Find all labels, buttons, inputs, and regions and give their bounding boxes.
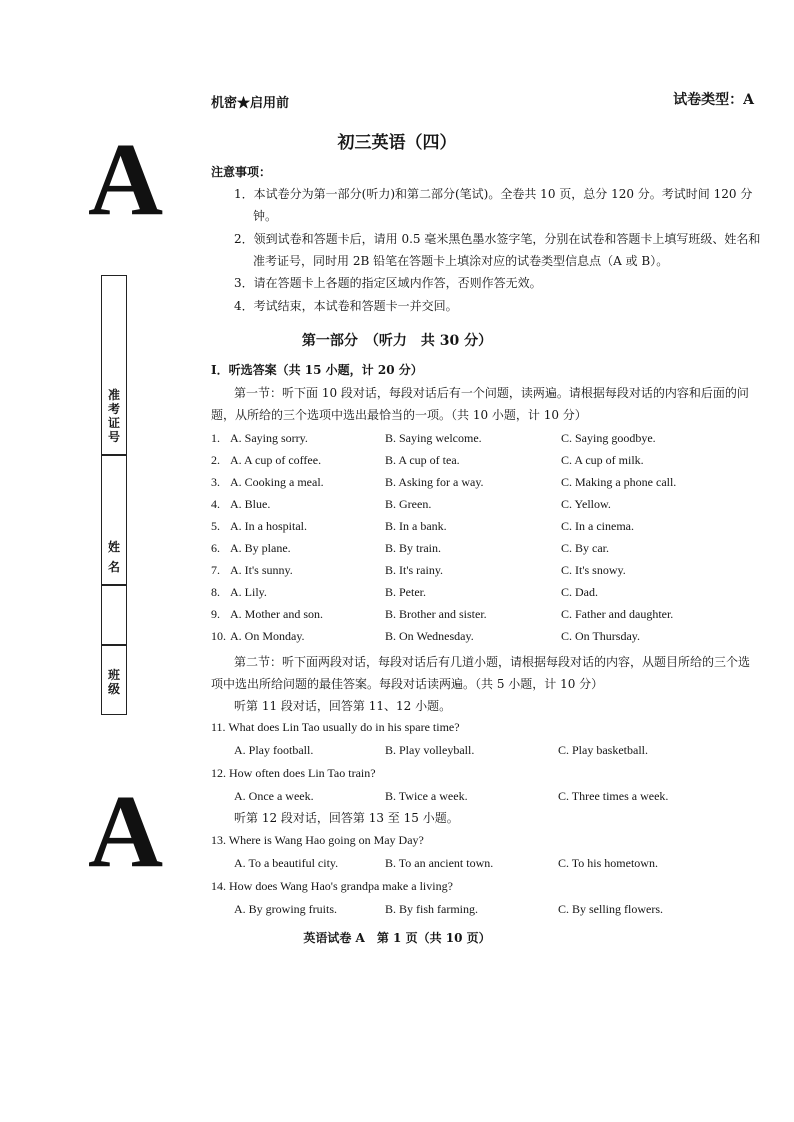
option-11a: A. Play football.	[234, 743, 314, 757]
q9-option-b: B. Brother and sister.	[385, 607, 487, 621]
sec2-intro-line2: 项中选出所给问题的最佳答案。每段对话读两遍。（共 5 小题，计 10 分）	[211, 677, 604, 691]
q5-option-b: B. In a bank.	[385, 519, 447, 533]
option-11b: B. Play volleyball.	[385, 743, 475, 757]
q4-option-b: B. Green.	[385, 497, 432, 511]
notes-heading: 注意事项：	[211, 165, 272, 179]
paper-type-label: 试卷类型：A	[673, 92, 754, 108]
question-11: 11. What does Lin Tao usually do in his spare time?	[211, 720, 460, 734]
q8-option-a: A. Lily.	[230, 585, 267, 599]
option-13a: A. To a beautiful city.	[234, 856, 339, 870]
q3-option-b: B. Asking for a way.	[385, 475, 484, 489]
note-item-2-cont: 准考证号，同时用 2B 铅笔在答题卡上填涂对应的试卷类型信息点（A 或 B）。	[253, 254, 669, 268]
q2-option-b: B. A cup of tea.	[385, 453, 460, 467]
note-item-1: 1．本试卷分为第一部分(听力)和第二部分(笔试)。全卷共 10 页，总分 120 分。考试时间 120 分	[234, 187, 753, 201]
q9-option-c: C. Father and daughter.	[561, 607, 674, 621]
option-13c: C. To his hometown.	[558, 856, 658, 870]
q10-question-number: 10.	[211, 629, 226, 643]
question-13: 13. Where is Wang Hao going on May Day?	[211, 833, 424, 847]
q8-question-number: 8.	[211, 585, 220, 599]
dialogue11-instruction: 听第 11 段对话，回答第 11、12 小题。	[234, 699, 452, 713]
q6-option-a: A. By plane.	[230, 541, 291, 555]
q1-option-b: B. Saying welcome.	[385, 431, 482, 445]
option-12c: C. Three times a week.	[558, 789, 669, 803]
q4-question-number: 4.	[211, 497, 220, 511]
q1-question-number: 1.	[211, 431, 220, 445]
q7-option-c: C. It's snowy.	[561, 563, 626, 577]
q2-option-c: C. A cup of milk.	[561, 453, 644, 467]
q2-option-a: A. A cup of coffee.	[230, 453, 322, 467]
option-12b: B. Twice a week.	[385, 789, 468, 803]
q3-option-a: A. Cooking a meal.	[230, 475, 324, 489]
q3-question-number: 3.	[211, 475, 220, 489]
q4-option-a: A. Blue.	[230, 497, 271, 511]
q9-option-a: A. Mother and son.	[230, 607, 323, 621]
q9-question-number: 9.	[211, 607, 220, 621]
sec1-intro-line2: 题，从所给的三个选项中选出最恰当的一项。（共 10 小题，计 10 分）	[211, 408, 587, 422]
q7-option-a: A. It's sunny.	[230, 563, 293, 577]
paper-type-watermark-bottom: A	[88, 774, 164, 889]
note-item-2: 2．领到试卷和答题卡后，请用 0.5 毫米黑色墨水签字笔，分别在试卷和答题卡上填写班级、姓名和	[234, 232, 761, 246]
question-12: 12. How often does Lin Tao train?	[211, 766, 376, 780]
part1-title: 第一部分 （听力 共 30 分）	[301, 333, 493, 349]
q8-option-b: B. Peter.	[385, 585, 426, 599]
sidebar-box-3	[101, 585, 127, 645]
q10-option-b: B. On Wednesday.	[385, 629, 474, 643]
q6-option-c: C. By car.	[561, 541, 609, 555]
class-label: 班 级	[107, 668, 120, 696]
page-title: 初三英语（四）	[337, 133, 457, 153]
option-11c: C. Play basketball.	[558, 743, 648, 757]
q5-option-a: A. In a hospital.	[230, 519, 307, 533]
section1-heading: Ⅰ．听选答案（共 15 小题，计 20 分）	[211, 363, 423, 377]
q7-question-number: 7.	[211, 563, 220, 577]
option-14c: C. By selling flowers.	[558, 902, 663, 916]
note-item-3: 3．请在答题卡上各题的指定区域内作答，否则作答无效。	[234, 276, 542, 290]
q7-option-b: B. It's rainy.	[385, 563, 444, 577]
q5-question-number: 5.	[211, 519, 220, 533]
dialogue12-instruction: 听第 12 段对话，回答第 13 至 15 小题。	[234, 811, 459, 825]
confidential-label: 机密★启用前	[211, 96, 290, 111]
option-13b: B. To an ancient town.	[385, 856, 494, 870]
note-item-4: 4．考试结束，本试卷和答题卡一并交回。	[234, 299, 458, 313]
option-14b: B. By fish farming.	[385, 902, 478, 916]
q1-option-a: A. Saying sorry.	[230, 431, 308, 445]
q6-question-number: 6.	[211, 541, 220, 555]
sec1-intro-line1: 第一节：听下面 10 段对话，每段对话后有一个问题，读两遍。请根据每段对话的内容和后面的问	[234, 386, 749, 400]
q10-option-a: A. On Monday.	[230, 629, 305, 643]
q2-question-number: 2.	[211, 453, 220, 467]
question-14: 14. How does Wang Hao's grandpa make a living?	[211, 879, 453, 893]
q3-option-c: C. Making a phone call.	[561, 475, 677, 489]
note-item-1-cont: 钟。	[253, 209, 278, 223]
q1-option-c: C. Saying goodbye.	[561, 431, 656, 445]
q5-option-c: C. In a cinema.	[561, 519, 634, 533]
option-12a: A. Once a week.	[234, 789, 314, 803]
q4-option-c: C. Yellow.	[561, 497, 611, 511]
q8-option-c: C. Dad.	[561, 585, 598, 599]
page-footer: 英语试卷 A 第 1 页（共 10 页）	[303, 931, 491, 945]
sec2-intro-line1: 第二节：听下面两段对话，每段对话后有几道小题，请根据每段对话的内容，从题目所给的三个选	[234, 655, 751, 669]
exam-number-label: 准 考 证 号	[107, 388, 120, 444]
name-label: 姓 名	[107, 540, 120, 574]
q6-option-b: B. By train.	[385, 541, 441, 555]
q10-option-c: C. On Thursday.	[561, 629, 640, 643]
paper-type-watermark-top: A	[88, 122, 164, 237]
option-14a: A. By growing fruits.	[234, 902, 337, 916]
